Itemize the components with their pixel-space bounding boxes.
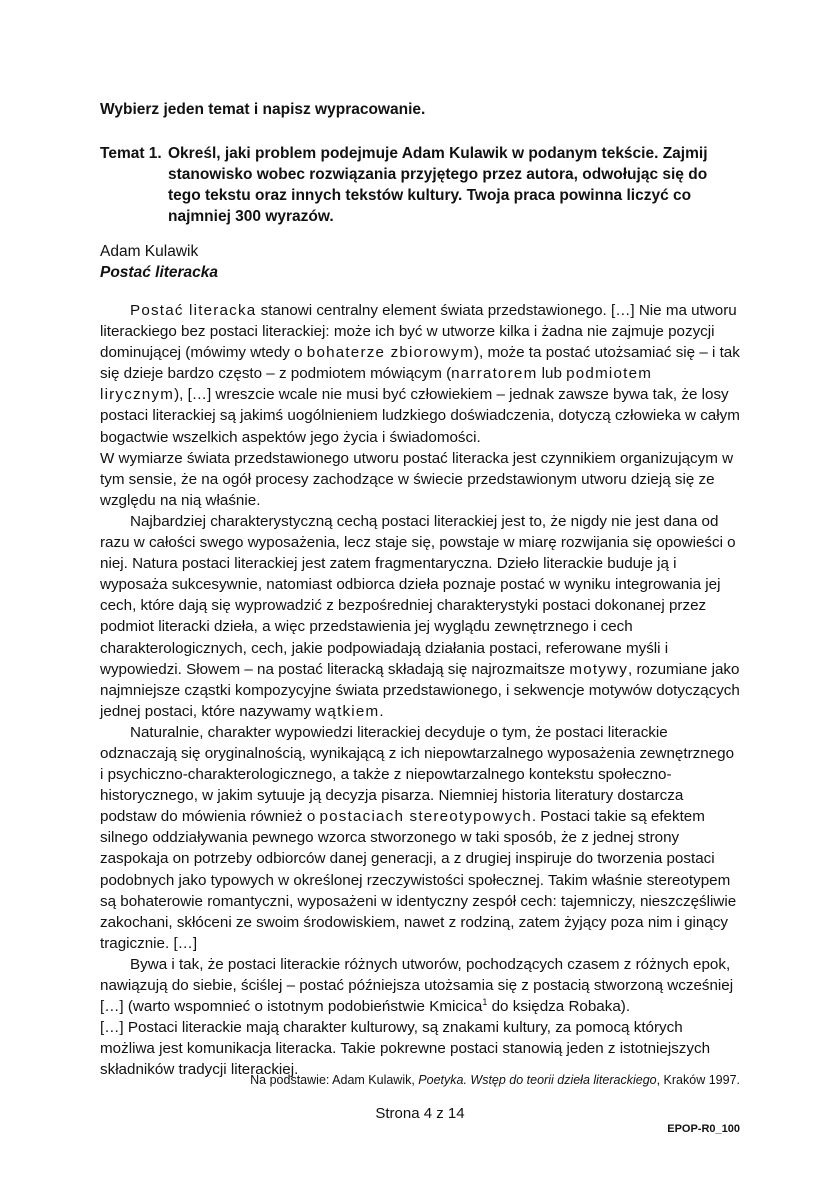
paragraph-1b: W wymiarze świata przedstawionego utworu postać literacka jest czynnikiem organizującym w tym sensie, że na ogół procesy zachodzące w świecie przedstawionym utworu dzieją się ze względu na nią właśnie. <box>100 449 734 509</box>
topic-text: Określ, jaki problem podejmuje Adam Kulawik w podanym tekście. Zajmij stanowisko wobec rozwiązania przyjętego przez autora, odwołując się do tego tekstu oraz innych tekstów kultury. Twoja praca powinna liczyć co najmniej 300 wyrazów. <box>168 145 708 225</box>
term-postac-literacka: Postać literacka <box>130 302 257 319</box>
source-citation: Na podstawie: Adam Kulawik, Poetyka. Wstęp do teorii dzieła literackiego, Kraków 1997. <box>250 1073 740 1087</box>
paragraph-1: Postać literacka stanowi centralny element świata przedstawionego. […] Nie ma utworu literackiego bez postaci literackiej: może ich być w utworze kilka i żadna nie zajmuje pozycji dominującej (mówimy wtedy o bohaterze zbiorowym), może ta postać utożsamiać się – i tak się dzieje bardzo często – z podmiotem mówiącym (narratorem lub podmiotem lirycznym), […] wreszcie wcale nie musi być człowiekiem – jednak zawsze bywa tak, że losy postaci literackiej są jakimś uogólnieniem ludzkiego doświadczenia, dotyczą człowieka w całym bogactwie wszelkich aspektów jego życia i świadomości. <box>100 302 740 446</box>
topic-label: Temat 1. <box>100 145 162 162</box>
paragraph-5: […] Postaci literackie mają charakter kulturowy, są znakami kultury, za pomocą których możliwa jest komunikacja literacka. Takie pokrewne postaci stanowią jeden z istotniejszych składników tradycji literackiej. <box>100 1019 711 1079</box>
term-narrator: narratorem <box>451 365 538 383</box>
term-watek: wątkiem <box>315 702 380 720</box>
instruction: Wybierz jeden temat i napisz wypracowanie. <box>100 101 426 118</box>
source-work-title: Poetyka. Wstęp do teorii dzieła literackiego <box>418 1073 657 1087</box>
text-title: Postać literacka <box>100 264 219 281</box>
term-bohater-zbiorowy: bohaterze zbiorowym <box>306 344 474 362</box>
paragraph-2: Najbardziej charakterystyczną cechą postaci literackiej jest to, że nigdy nie jest dana od razu w całości swego wyposażenia, lecz staje się, powstaje w miarę rozwijania się opowieści o niej. Natura postaci literackiej jest zatem fragmentaryczna. Dzieło literackie buduje ją i wyposaża sukcesywnie, natomiast odbiorca dzieła poznaje postać w wyniku integrowania jej cech, które dają się wyprowadzić z bezpośredniej charakterystyki postaci dokonanej przez podmiot literacki dzieła, a więc przedstawienia jej wyglądu zewnętrznego i cech charakterologicznych, cech, jakie podpowiadają działania postaci, referowane myśli i wypowiedzi. Słowem – na postać literacką składają się najrozmaitsze motywy, rozumiane jako najmniejsze cząstki kompozycyjne świata przedstawionego, i sekwencje motywów dotyczących jednej postaci, które nazywamy wątkiem. <box>100 512 740 720</box>
text-author: Adam Kulawik <box>100 243 199 260</box>
article-body <box>100 300 740 1080</box>
topic-1 <box>100 143 740 227</box>
term-postaci-stereotypowe: postaciach stereotypowych <box>319 808 532 826</box>
term-podmiot-liryczny: podmiotem lirycznym <box>100 365 653 404</box>
paragraph-3: Naturalnie, charakter wypowiedzi literackiej decyduje o tym, że postaci literackie odznaczają się oryginalnością, wynikającą z ich niepowtarzalnego wyposażenia zewnętrznego i psychiczno-charakterologicznego, a także z niepowtarzalnego kontekstu społeczno-historycznego, w jakim sytuuje ją decyzja pisarza. Niemniej historia literatury dostarcza podstaw do mówienia również o postaciach stereotypowych. Postaci takie są efektem silnego oddziaływania pewnego wzorca stworzonego w taki sposób, że z jednej strony zaspokaja on potrzeby odbiorców danej generacji, a z drugiej inspiruje do tworzenia postaci podobnych jako typowych w określonej rzeczywistości społecznej. Takim właśnie stereotypem są bohaterowie romantyczni, wyposażeni w identyczny zespół cech: tajemniczy, nieszczęśliwie zakochani, skłóceni ze swoim środowiskiem, nawet z rodziną, zatem żyjący poza nim i ginący tragicznie. […] <box>100 723 737 952</box>
footnote-marker: 1 <box>482 997 488 1008</box>
page-number: Strona 4 z 14 <box>375 1105 465 1122</box>
term-motywy: motywy <box>569 660 629 678</box>
document-code: EPOP-R0_100 <box>667 1123 740 1135</box>
paragraph-4: Bywa i tak, że postaci literackie różnych utworów, pochodzących czasem z różnych epok, nawiązują do siebie, ściślej – postać późniejsza utożsamia się z postacią stworzoną wcześniej […] (warto wspomnieć o istotnym podobieństwie Kmicica$^1$ do księdza Robaka). <box>100 955 734 1016</box>
